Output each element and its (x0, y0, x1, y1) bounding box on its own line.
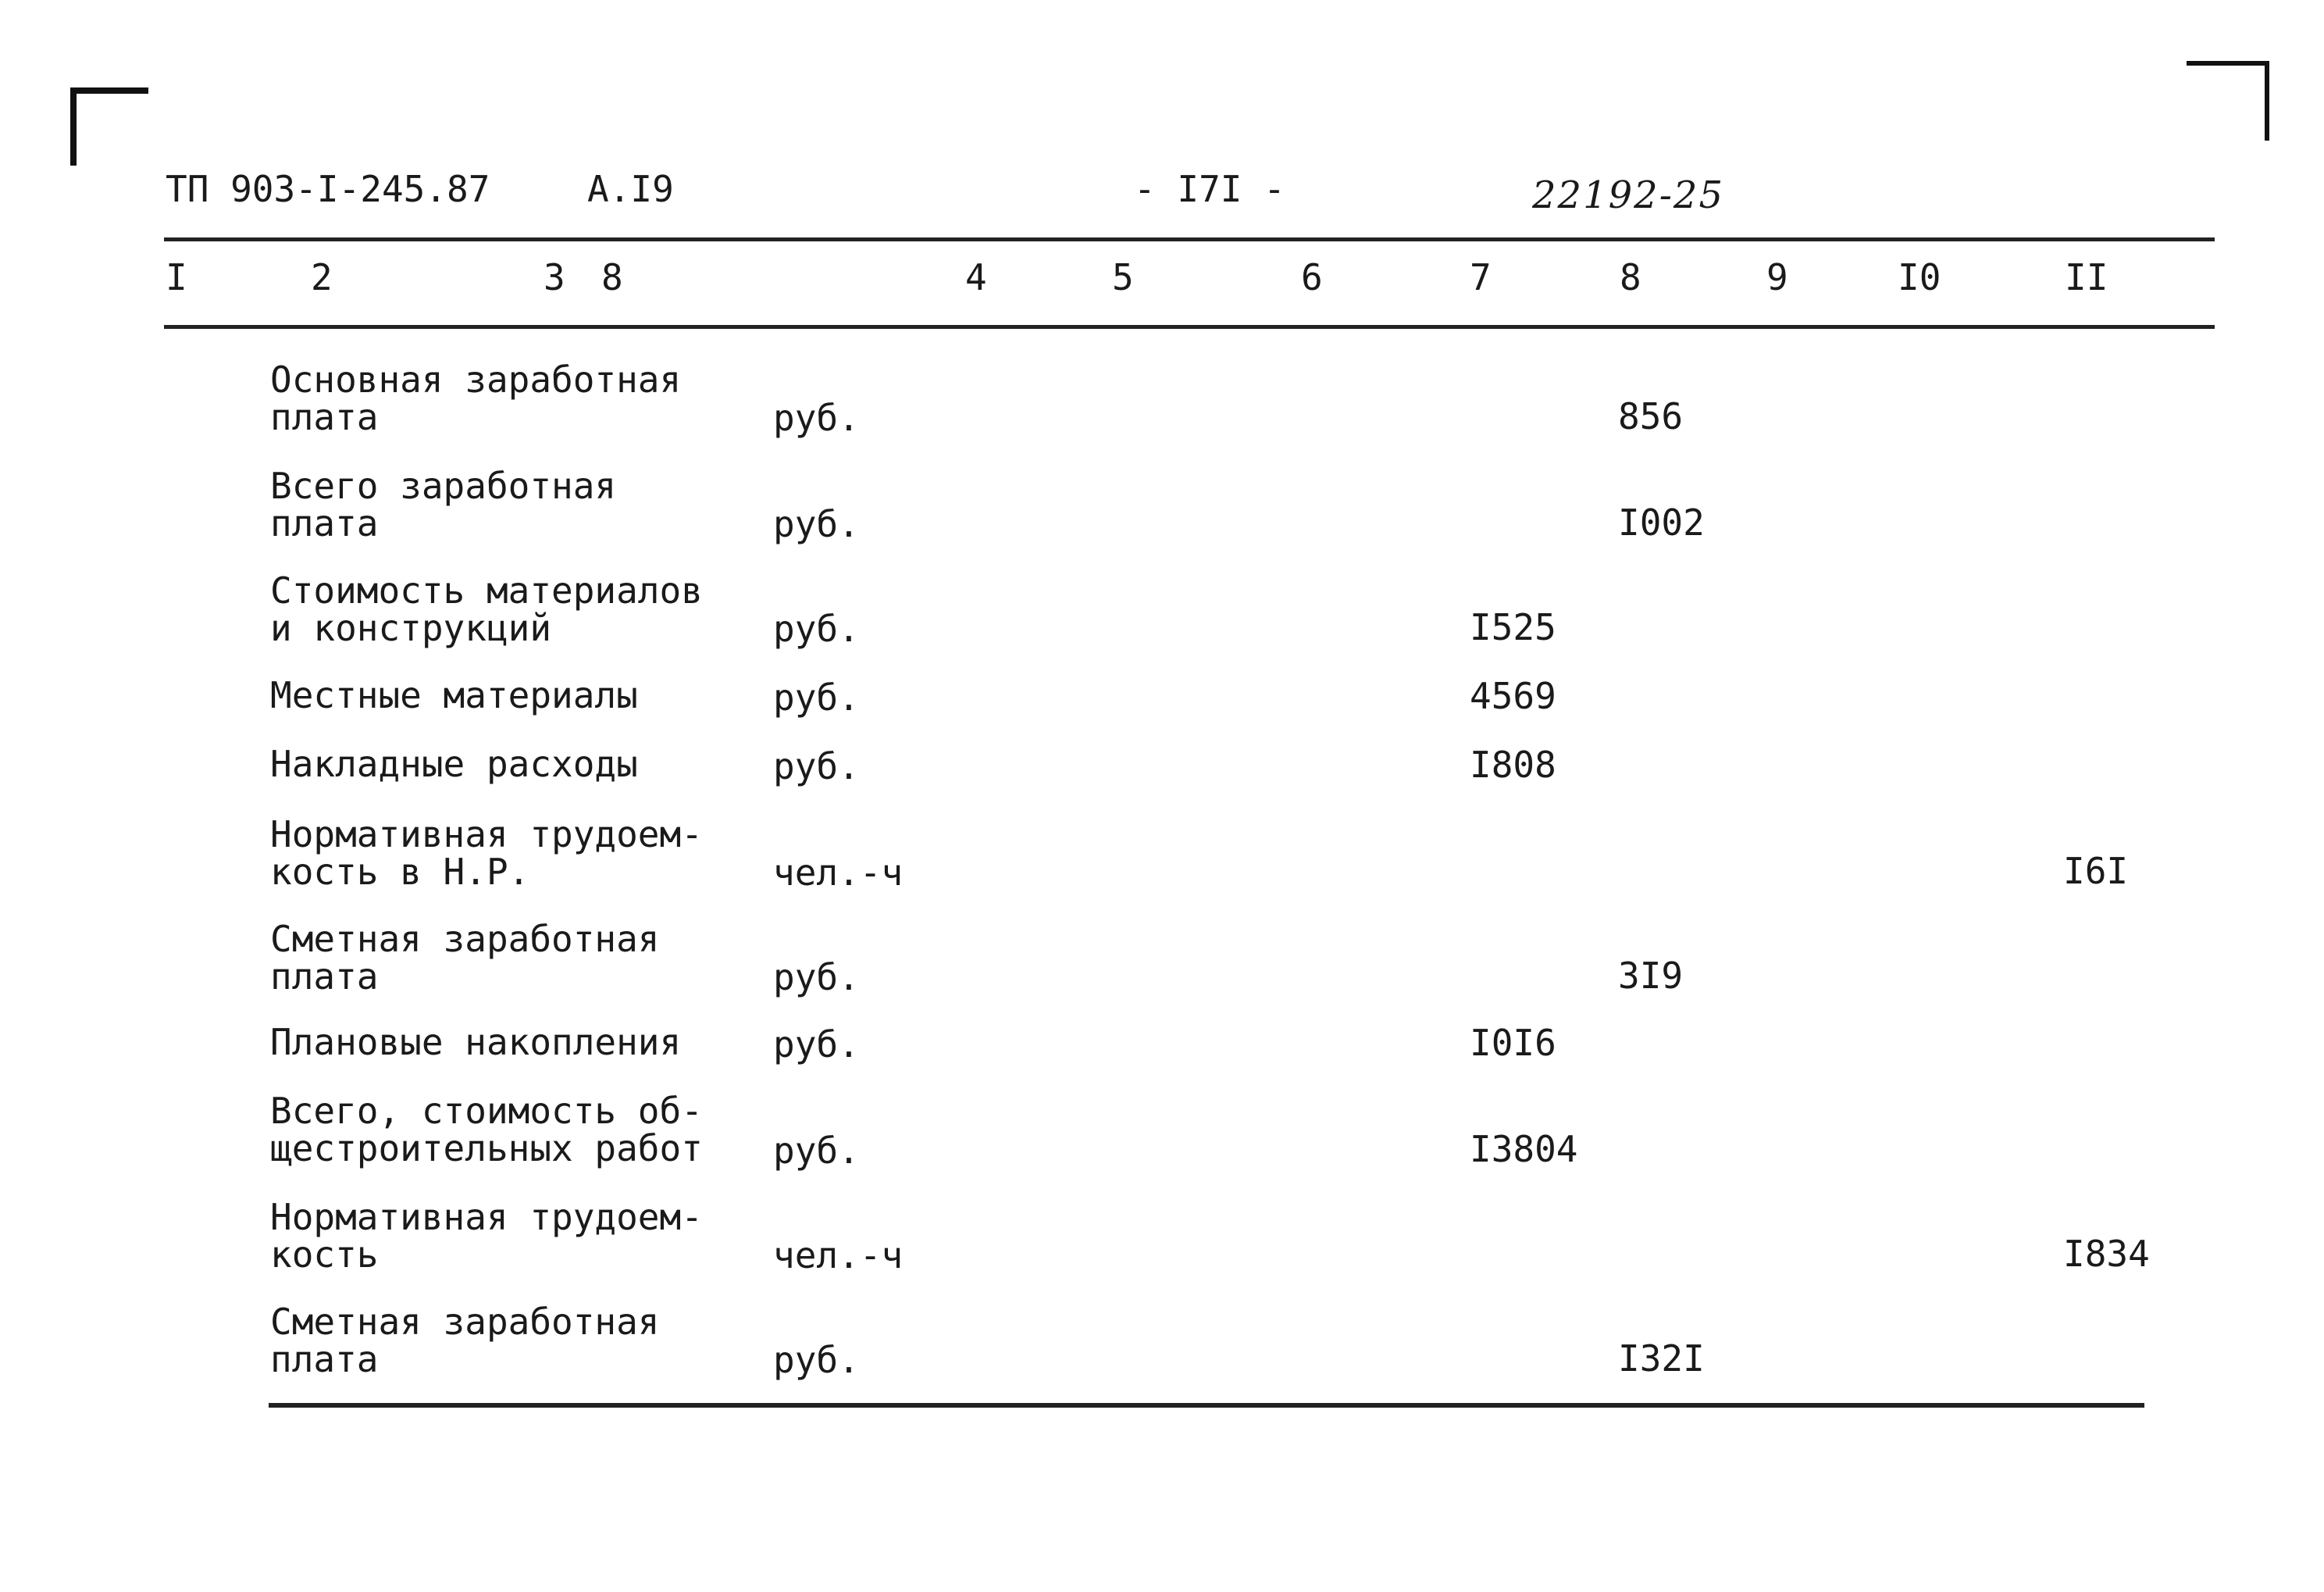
corner-mark-top-right (2187, 61, 2269, 141)
row-value: I808 (1470, 744, 1556, 786)
column-number: 3 (544, 256, 565, 298)
column-number: 8 (601, 256, 623, 298)
row-name: Основная заработная плата (270, 359, 682, 438)
row-name: Нормативная трудоем- кость в Н.Р. (270, 813, 703, 893)
row-unit: руб. (773, 1339, 860, 1381)
row-value: I834 (2063, 1233, 2150, 1275)
album-number: А.I9 (587, 168, 674, 210)
row-value: I002 (1618, 502, 1705, 544)
header-rule (164, 237, 2215, 241)
column-number: 9 (1766, 256, 1788, 298)
row-name: Плановые накопления (270, 1021, 682, 1063)
column-number: II (2065, 256, 2108, 298)
column-header-rule (164, 325, 2215, 329)
row-name: Сметная заработная плата (270, 918, 660, 998)
row-value: 3I9 (1618, 955, 1684, 997)
column-number: 7 (1470, 256, 1492, 298)
row-name: Всего, стоимость об- щестроительных работ (270, 1090, 703, 1169)
column-number: I0 (1898, 256, 1941, 298)
row-value: I32I (1618, 1337, 1705, 1380)
column-number: 4 (965, 256, 987, 298)
row-value: I3804 (1470, 1128, 1578, 1170)
page-number: - I7I - (1134, 168, 1285, 210)
corner-mark-top-left (70, 87, 148, 166)
row-value: I525 (1470, 606, 1556, 648)
row-unit: руб. (773, 397, 860, 439)
row-name: Стоимость материалов и конструкций (270, 569, 703, 649)
row-unit: руб. (773, 956, 860, 998)
row-unit: чел.-ч (773, 851, 904, 894)
column-number: 5 (1112, 256, 1134, 298)
row-name: Всего заработная плата (270, 465, 617, 544)
row-unit: руб. (773, 1130, 860, 1172)
row-name: Сметная заработная плата (270, 1301, 660, 1380)
row-unit: руб. (773, 608, 860, 650)
row-unit: чел.-ч (773, 1234, 904, 1276)
row-value: I0I6 (1470, 1022, 1556, 1064)
handwritten-number: 22192-25 (1532, 173, 1724, 217)
row-value: I6I (2063, 850, 2129, 892)
row-name: Нормативная трудоем- кость (270, 1196, 703, 1276)
column-number: I (166, 256, 187, 298)
row-name: Местные материалы (270, 674, 638, 716)
column-number: 2 (311, 256, 333, 298)
row-value: 4569 (1470, 675, 1556, 717)
row-unit: руб. (773, 745, 860, 787)
row-unit: руб. (773, 676, 860, 719)
column-number: 8 (1620, 256, 1641, 298)
row-name: Накладные расходы (270, 743, 638, 785)
column-number: 6 (1301, 256, 1323, 298)
document-code: ТП 903-I-245.87 (166, 168, 490, 210)
table-bottom-rule (269, 1403, 2144, 1408)
row-unit: руб. (773, 1023, 860, 1065)
row-value: 856 (1618, 395, 1684, 437)
row-unit: руб. (773, 503, 860, 545)
